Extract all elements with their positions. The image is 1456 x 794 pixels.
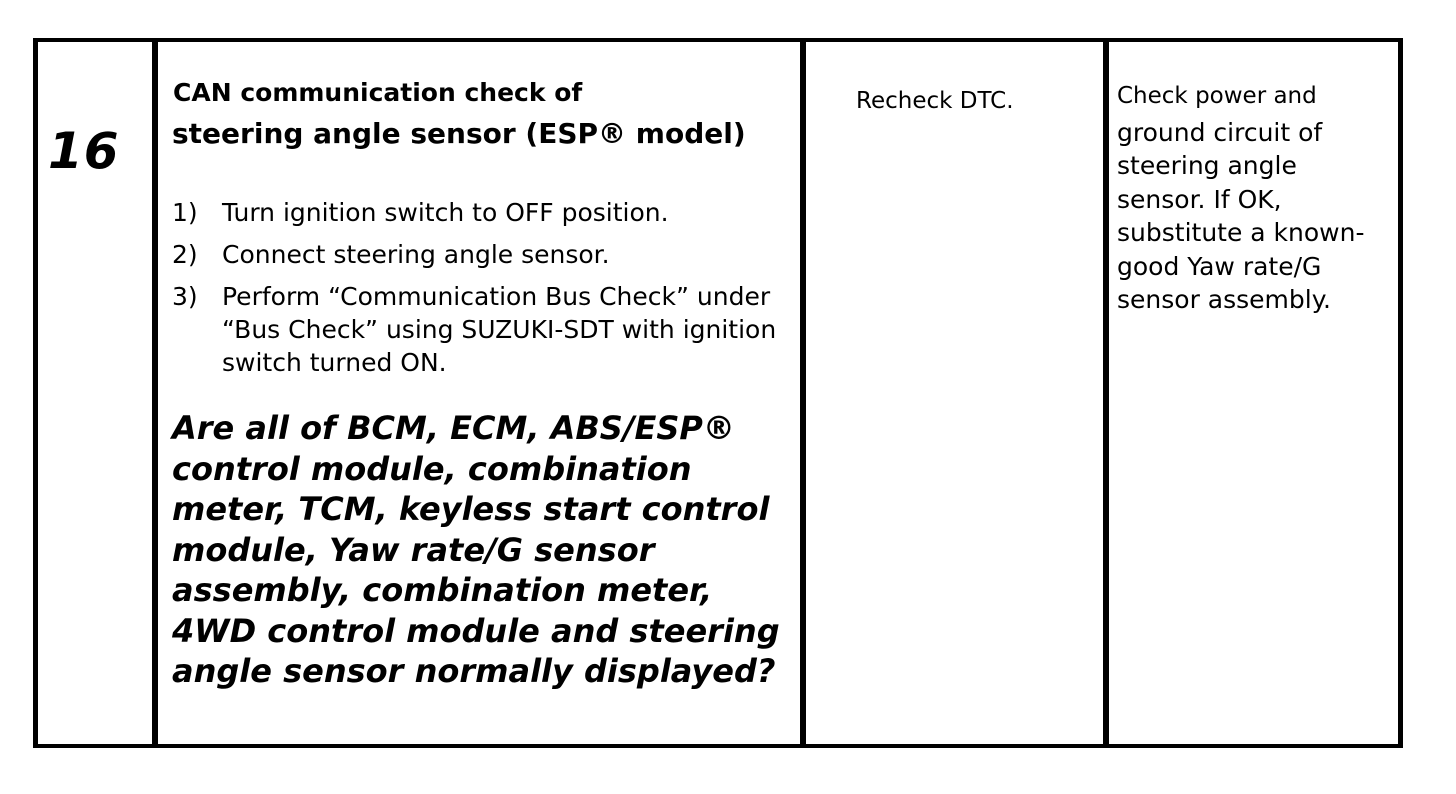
step-number: 16 xyxy=(48,122,120,180)
yes-action: Recheck DTC. xyxy=(856,88,1014,114)
no-action-text: ground circuit of steering angle sensor. If OK, substitute a known-good Yaw rate/G sensor assembly. xyxy=(1117,117,1365,314)
step-text: Turn ignition switch to OFF position. xyxy=(222,198,669,227)
column-divider xyxy=(152,38,158,748)
procedure-step xyxy=(172,238,792,271)
procedure-step xyxy=(172,196,792,229)
step-title: CAN communication check of xyxy=(173,78,583,107)
procedure-steps xyxy=(172,196,792,388)
column-divider xyxy=(1398,38,1403,748)
no-action-first-line: Check power and xyxy=(1117,83,1317,109)
no-action xyxy=(1117,80,1387,317)
check-question: Are all of BCM, ECM, ABS/ESP® control module, combination meter, TCM, keyless start control module, Yaw rate/G sensor assembly, combination meter, 4WD control module and steering angle sensor normally displayed? xyxy=(172,409,780,690)
step-text: Connect steering angle sensor. xyxy=(222,240,610,269)
step-index: 2) xyxy=(172,240,198,269)
step-index: 3) xyxy=(172,282,198,311)
column-divider xyxy=(800,38,806,748)
column-divider xyxy=(1103,38,1109,748)
step-title-continued: steering angle sensor (ESP® model) xyxy=(172,117,746,150)
step-index: 1) xyxy=(172,198,198,227)
column-divider xyxy=(33,38,38,748)
step-text: Perform “Communication Bus Check” under “Bus Check” using SUZUKI-SDT with ignition switch turned ON. xyxy=(222,282,777,377)
procedure-step xyxy=(172,280,792,379)
